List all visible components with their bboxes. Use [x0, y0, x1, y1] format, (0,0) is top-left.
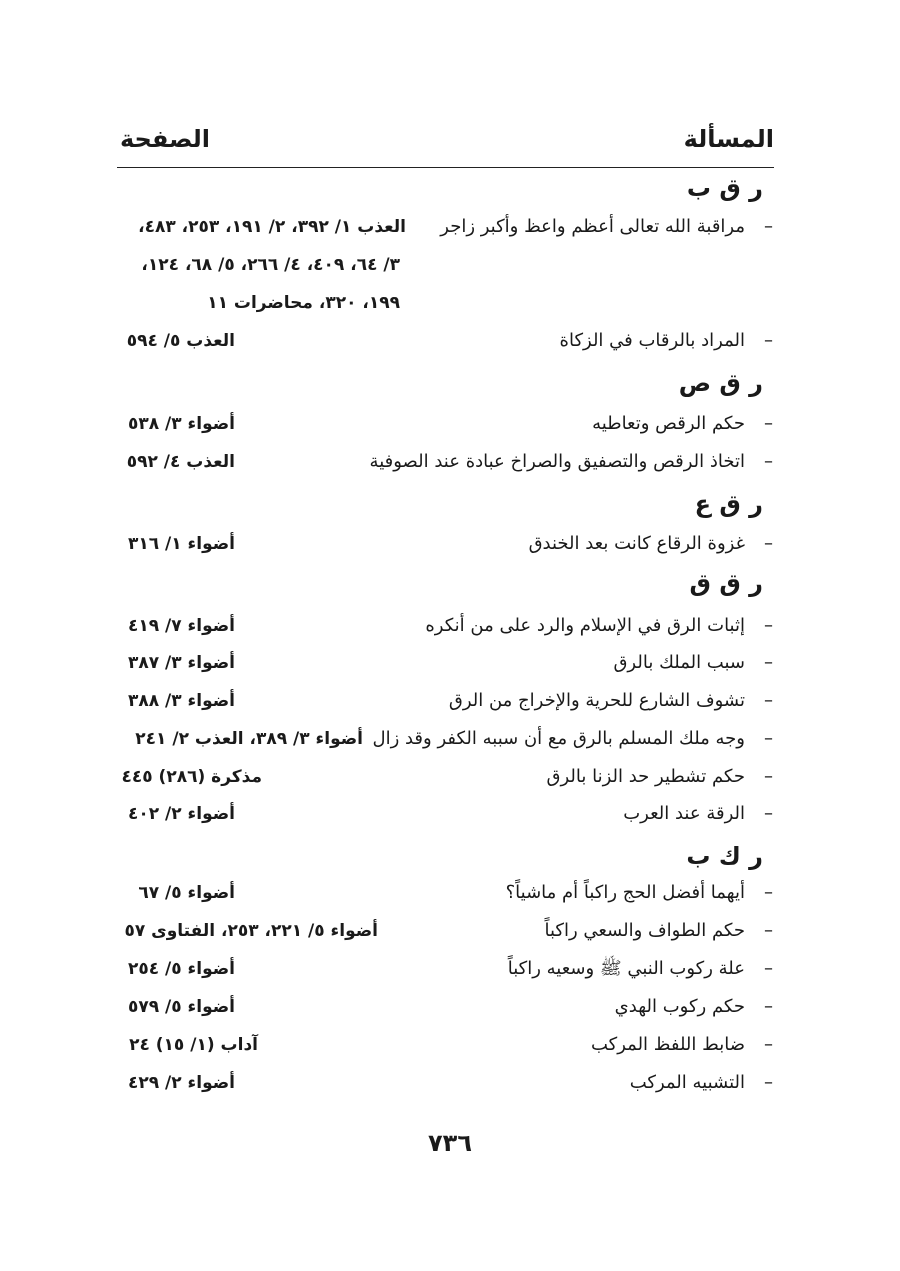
entry-dash: –	[764, 958, 773, 979]
entry-topic: الرقة عند العرب	[623, 803, 745, 824]
entry-reference: أضواء ٥/ ٥٧٩	[127, 997, 235, 1017]
entry-reference: أضواء ٣/ ٣٨٩، العذب ٢/ ٢٤١	[135, 729, 363, 749]
index-entry	[369, 447, 773, 477]
entry-reference: العذب ٥/ ٥٩٤	[126, 331, 235, 351]
entry-reference: أضواء ٥/ ٦٧	[138, 883, 235, 903]
header-divider	[117, 167, 774, 168]
entry-reference-continued: ٣/ ٦٤، ٤٠٩، ٤/ ٢٦٦، ٥/ ٦٨، ١٢٤،	[141, 255, 400, 275]
entry-dash: –	[764, 803, 773, 824]
index-entry	[373, 724, 773, 754]
entry-reference: العذب ١/ ٣٩٢، ٢/ ١٩١، ٢٥٣، ٤٨٣،	[138, 217, 406, 237]
entry-dash: –	[764, 216, 773, 237]
entry-dash: –	[764, 1072, 773, 1093]
entry-topic: حكم الطواف والسعي راكباً	[544, 920, 745, 941]
entry-reference-continued: ١٩٩، ٣٢٠، محاضرات ١١	[207, 293, 400, 313]
entry-topic: حكم ركوب الهدي	[614, 996, 745, 1017]
entry-reference: أضواء ٢/ ٤٢٩	[127, 1073, 235, 1093]
index-entry	[373, 1030, 773, 1060]
index-entry	[373, 878, 773, 908]
entry-dash: –	[764, 451, 773, 472]
column-header-question: المسألة	[683, 125, 774, 153]
entry-dash: –	[764, 920, 773, 941]
index-entry	[373, 762, 773, 792]
index-entry	[373, 686, 773, 716]
entry-reference: أضواء ٥/ ٢٥٤	[127, 959, 235, 979]
entry-reference: أضواء ٣/ ٣٨٧	[127, 653, 235, 673]
entry-dash: –	[764, 690, 773, 711]
entry-topic: التشبيه المركب	[629, 1072, 745, 1093]
entry-topic: علة ركوب النبي ﷺ وسعيه راكباً	[507, 958, 745, 979]
entry-topic: أيهما أفضل الحج راكباً أم ماشياً؟	[505, 882, 745, 903]
entry-topic: وجه ملك المسلم بالرق مع أن سببه الكفر وقد زال	[372, 728, 745, 749]
index-entry	[373, 212, 773, 242]
entry-topic: مراقبة الله تعالى أعظم واعظ وأكبر زاجر	[440, 216, 745, 237]
index-entry	[373, 799, 773, 829]
entry-dash: –	[764, 766, 773, 787]
entry-dash: –	[764, 615, 773, 636]
index-entry	[373, 611, 773, 641]
entry-dash: –	[764, 996, 773, 1017]
entry-topic: حكم تشطير حد الزنا بالرق	[546, 766, 745, 787]
index-entry	[373, 648, 773, 678]
index-entry	[373, 954, 773, 984]
entry-reference: العذب ٤/ ٥٩٢	[126, 452, 235, 472]
entry-topic: إثبات الرق في الإسلام والرد على من أنكره	[425, 615, 745, 636]
section-heading-rqq: ر ق ق	[689, 569, 763, 597]
index-entry	[373, 326, 773, 356]
entry-topic: حكم الرقص وتعاطيه	[592, 413, 745, 434]
section-heading-rqa: ر ق ع	[694, 490, 763, 518]
page-number: ٧٣٦	[428, 1129, 472, 1157]
entry-reference: أضواء ٣/ ٥٣٨	[127, 414, 235, 434]
entry-topic: سبب الملك بالرق	[613, 652, 745, 673]
entry-dash: –	[764, 882, 773, 903]
entry-dash: –	[764, 1034, 773, 1055]
entry-dash: –	[764, 728, 773, 749]
entry-reference: مذكرة (٢٨٦) ٤٤٥	[121, 767, 262, 787]
entry-reference: أضواء ٣/ ٣٨٨	[127, 691, 235, 711]
index-entry	[373, 916, 773, 946]
entry-dash: –	[764, 652, 773, 673]
entry-reference: أضواء ٢/ ٤٠٢	[127, 804, 235, 824]
entry-topic: ضابط اللفظ المركب	[590, 1034, 745, 1055]
entry-reference: أضواء ٥/ ٢٢١، ٢٥٣، الفتاوى ٥٧	[124, 921, 378, 941]
entry-topic: اتخاذ الرقص والتصفيق والصراخ عبادة عند الصوفية	[369, 451, 745, 472]
index-entry	[373, 529, 773, 559]
entry-reference: أضواء ٧/ ٤١٩	[127, 616, 235, 636]
entry-dash: –	[764, 330, 773, 351]
entry-reference: أضواء ١/ ٣١٦	[127, 534, 235, 554]
index-entry	[373, 1068, 773, 1098]
entry-reference: آداب (١/ ١٥) ٢٤	[129, 1035, 258, 1055]
section-heading-rqs: ر ق ص	[678, 369, 763, 397]
entry-topic: المراد بالرقاب في الزكاة	[559, 330, 745, 351]
section-heading-rkb: ر ك ب	[686, 842, 763, 870]
column-header-page: الصفحة	[120, 125, 211, 153]
index-entry	[373, 409, 773, 439]
section-heading-rqb: ر ق ب	[686, 174, 763, 202]
entry-topic: غزوة الرقاع كانت بعد الخندق	[528, 533, 745, 554]
entry-topic: تشوف الشارع للحرية والإخراج من الرق	[448, 690, 745, 711]
entry-dash: –	[764, 413, 773, 434]
index-entry	[373, 992, 773, 1022]
entry-dash: –	[764, 533, 773, 554]
